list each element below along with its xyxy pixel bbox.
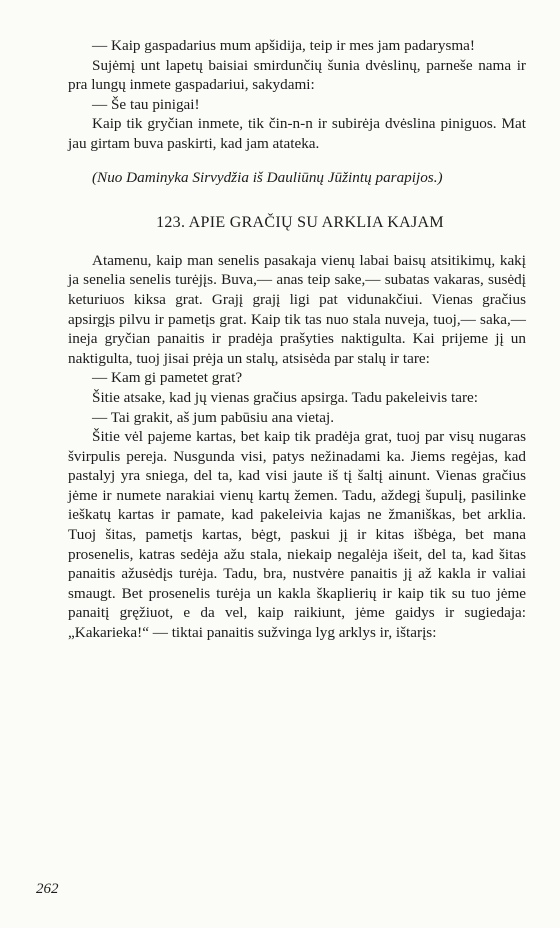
paragraph: — Tai grakit, aš jum pabūsiu ana vietaj.: [92, 408, 335, 426]
paragraph: Šitie vėl pajeme kartas, bet kaip tik pradėja grat, tuoj par visų nugaras švirpulis pereja. Nusgunda visi, patys nežinadami ka. Jiems regėjas, kad pastalyj yra sniega, del ta, kad visi jaute iš tį šaltį ainunt. Vienas gračius jėme ir numete narakiai vienų kartų žemen. Tadu, aždegį šupulį, pasilinke ieškatų kartas ir pamate, kad pakeleivia kajas ne žmaniškas, bet arklia. Tuoj šitas, pametįs kartas, bėgt, paskui jį ir kitas išbėga, bet mana prosenelis, katras sedėja ažu stala, niekaip negalėja išeit, del ta, kad šitas panaitis ažusėdįs turėja. Tadu, bra, nustvėre panaitis jį až kakla ir valiai smaugt. Bet prosenelis turėja un kakla škaplierių ir kaip tik su tuo jėme panaitį gręžiuot, e da vel, kaip raikiunt, jėme gaidys ir sugiedaja: „Kakarieka!“ — tiktai panaitis sužvinga lyg arklys ir, ištarįs:: [68, 428, 526, 642]
paragraph: Kaip tik gryčian inmete, tik čin-n-n ir subirėja dvėslina piniguos. Mat jau girtam buva paskirti, kad jam atateka.: [68, 115, 526, 152]
story-title-text: 123. APIE GRAČIŲ SU ARKLIA KAJAM: [156, 214, 444, 232]
story-title: [68, 213, 526, 233]
paragraph: — Kam gi pametet grat?: [92, 369, 243, 387]
paragraph: — Kaip gaspadarius mum apšidija, teip ir mes jam padarysma!: [92, 37, 475, 54]
paragraph: Sujėmį unt lapetų baisiai smirdunčių šunia dvėslinų, parneše nama ir pra lungų inmete gaspadariui, sakydami:: [68, 56, 526, 94]
paragraph: Atamenu, kaip man senelis pasakaja vienų labai baisų atsitikimų, kakį ja senelia senelis turėjįs. Buva,— anas teip sake,— subatas vakaras, susėdį keturiuos kiksa grat. Grajį grajį ligi pat vidunakčiui. Vienas gračius apsirgįs pilvu ir pametįs grat. Kaip tik tas nuo stala nuveja, tuoj,— saka,— ineja gryčian panaitis ir pradėja prašyties naktigulta. Kai prijeme jį un naktigulta, tuoj jisai prėja un stalų, atsisėda par stalų ir tare:: [68, 251, 526, 367]
page-text: [68, 36, 526, 643]
source-note: (Nuo Daminyka Sirvydžia iš Dauliūnų Jūžintų parapijos.): [92, 168, 443, 186]
paragraph: — Še tau pinigai!: [92, 95, 200, 113]
paragraph: Šitie atsake, kad jų vienas gračius apsirga. Tadu pakeleivis tare:: [92, 388, 478, 406]
page-number: 262: [36, 881, 59, 897]
